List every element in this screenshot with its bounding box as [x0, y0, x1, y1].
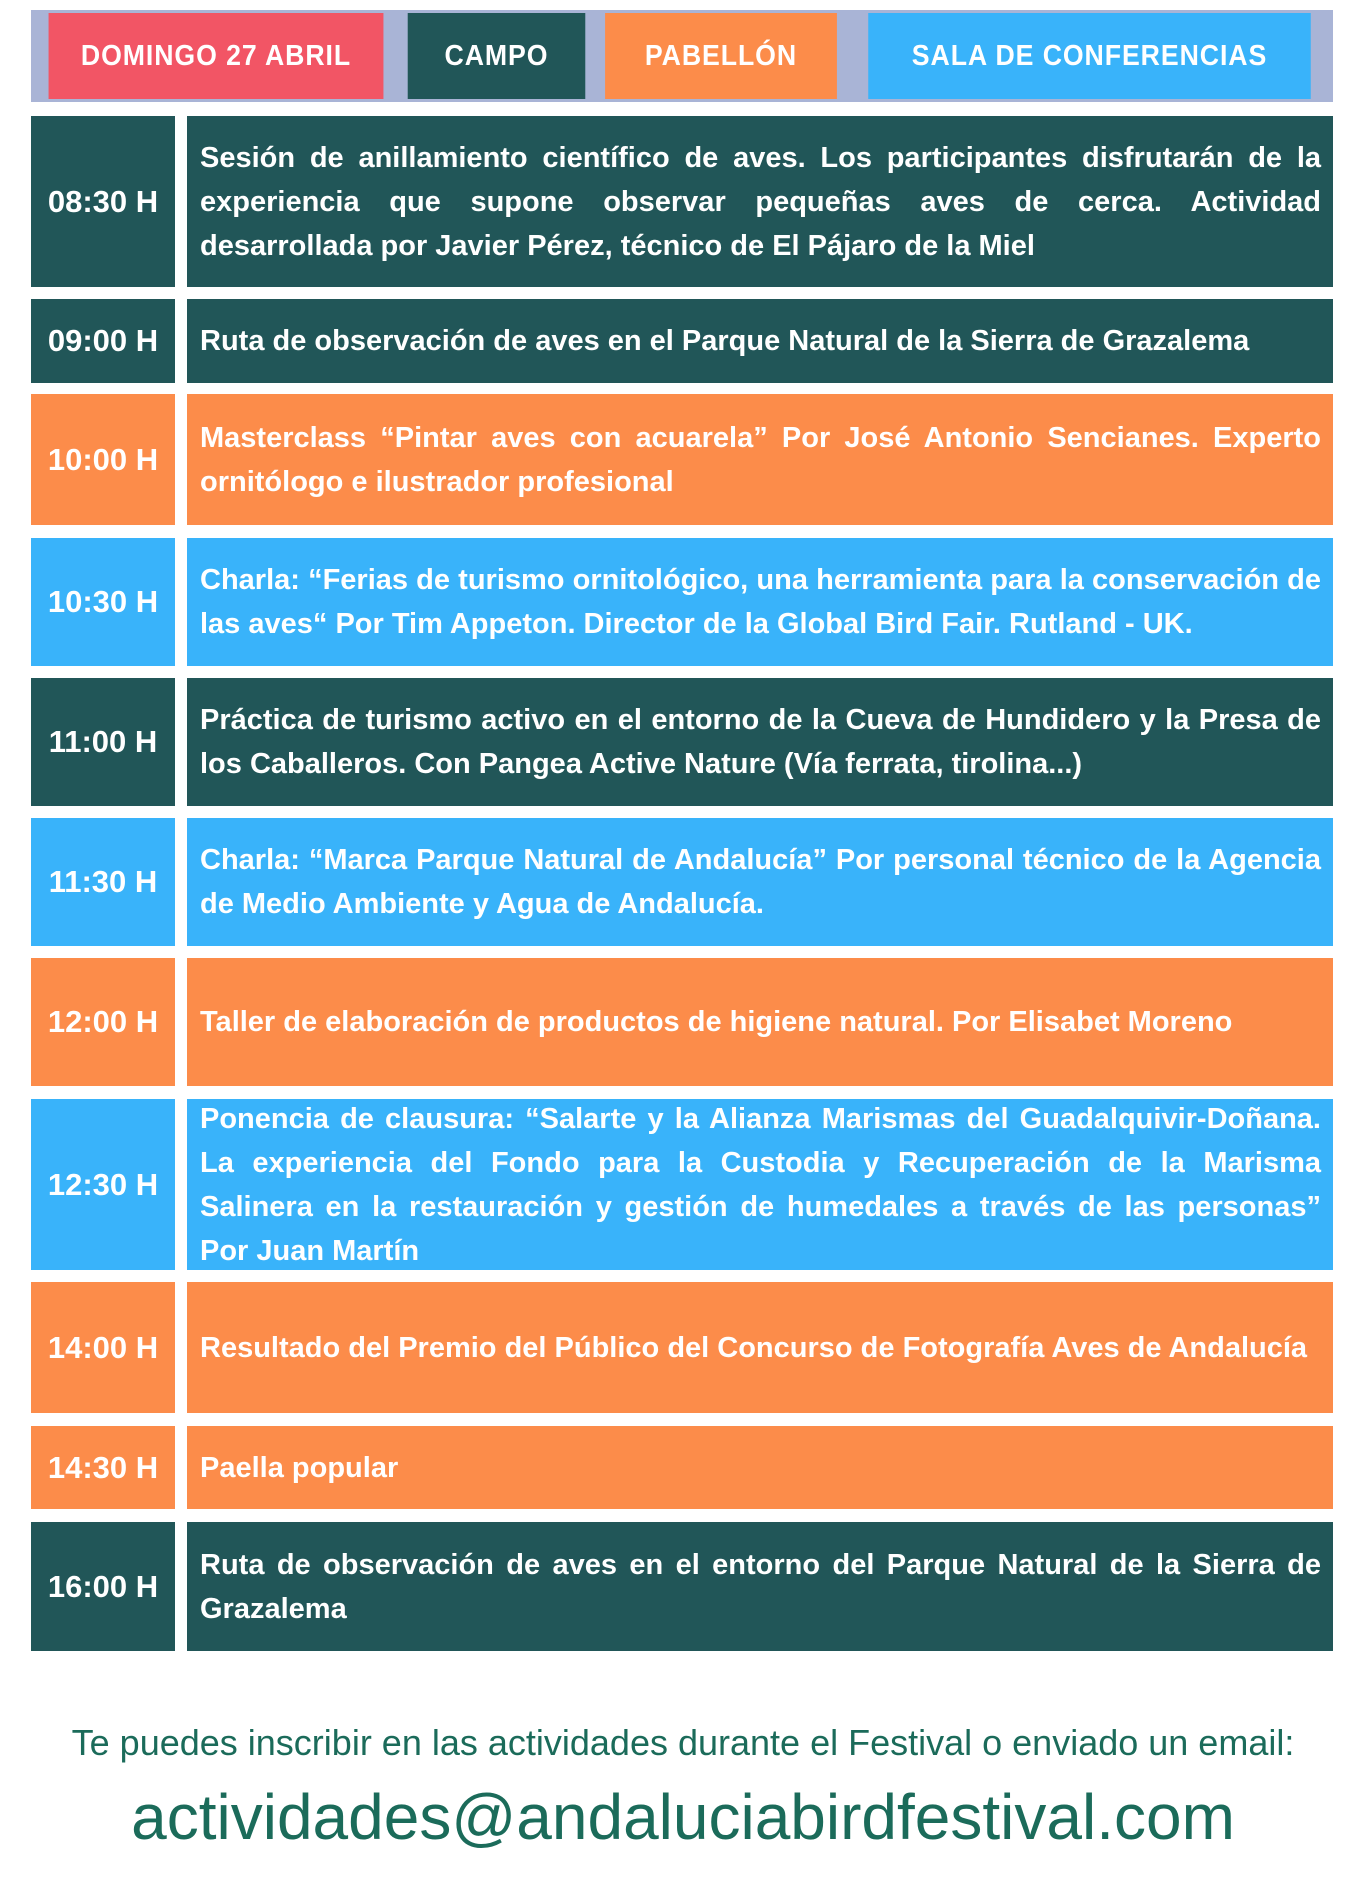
row-description-text: Charla: “Marca Parque Natural de Andalucía” Por personal técnico de la Agencia de Medio Ambiente y Agua de Andalucía.	[200, 844, 1321, 920]
schedule-row	[31, 299, 1333, 383]
row-description	[187, 116, 1333, 287]
row-description-text: Resultado del Premio del Público del Concurso de Fotografía Aves de Andalucía	[200, 1331, 1308, 1364]
row-description	[187, 678, 1333, 806]
schedule-row	[31, 678, 1333, 806]
legend-sala-label: SALA DE CONFERENCIAS	[911, 39, 1268, 72]
row-description-text: Paella popular	[200, 1451, 399, 1484]
row-time: 08:30 H	[31, 116, 175, 287]
schedule-row	[31, 818, 1333, 946]
row-time: 12:00 H	[31, 958, 175, 1086]
row-time: 09:00 H	[31, 299, 175, 383]
row-description-text: Ponencia de clausura: “Salarte y la Alianza Marismas del Guadalquivir-Doñana. La experiencia del Fondo para la Custodia y Recuperación de la Marisma Salinera en la restauración y gestión de humedales a través de las personas” Por Juan Martín	[200, 1102, 1321, 1267]
contact-email-link[interactable]: actividades@andaluciabirdfestival.com	[131, 1781, 1235, 1853]
row-description	[187, 1522, 1333, 1651]
legend-day-label: DOMINGO 27 ABRIL	[80, 39, 352, 72]
schedule-row	[31, 1522, 1333, 1651]
schedule-row	[31, 1282, 1333, 1413]
row-description-text: Masterclass “Pintar aves con acuarela” Por José Antonio Sencianes. Experto ornitólogo e ilustrador profesional	[200, 421, 1321, 498]
schedule-row	[31, 116, 1333, 287]
row-description-text: Ruta de observación de aves en el entorno del Parque Natural de la Sierra de Grazalema	[200, 1548, 1321, 1625]
row-time: 16:00 H	[31, 1522, 175, 1651]
row-time: 12:30 H	[31, 1099, 175, 1270]
row-time: 10:00 H	[31, 394, 175, 525]
row-description	[187, 1099, 1333, 1270]
schedule-row	[31, 1426, 1333, 1509]
legend-campo-label: CAMPO	[444, 39, 549, 72]
legend-pabellon-label: PABELLÓN	[644, 39, 798, 72]
schedule-row	[31, 538, 1333, 666]
row-description-text: Sesión de anillamiento científico de aves. Los participantes disfrutarán de la experiencia que supone observar pequeñas aves de cerca. Actividad desarrollada por Javier Pérez, técnico de El Pájaro de la Miel	[200, 141, 1321, 262]
footer-note: Te puedes inscribir en las actividades durante el Festival o enviado un email:	[71, 1722, 1295, 1763]
row-time: 11:30 H	[31, 818, 175, 946]
row-time: 14:30 H	[31, 1426, 175, 1509]
row-description-text: Práctica de turismo activo en el entorno de la Cueva de Hundidero y la Presa de los Caballeros. Con Pangea Active Nature (Vía ferrata, tirolina...)	[200, 704, 1321, 780]
row-description	[187, 538, 1333, 666]
row-time: 10:30 H	[31, 538, 175, 666]
row-time: 14:00 H	[31, 1282, 175, 1413]
legend-campo	[408, 13, 586, 99]
legend-pabellon	[605, 13, 837, 99]
row-description	[187, 394, 1333, 525]
row-description-text: Taller de elaboración de productos de higiene natural. Por Elisabet Moreno	[200, 1006, 1233, 1038]
venue-legend	[31, 10, 1333, 102]
row-description-text: Ruta de observación de aves en el Parque Natural de la Sierra de Grazalema	[200, 325, 1250, 357]
row-description	[187, 1426, 1333, 1509]
row-description	[187, 1282, 1333, 1413]
row-time: 11:00 H	[31, 678, 175, 806]
schedule-row	[31, 958, 1333, 1086]
row-description	[187, 299, 1333, 383]
row-description	[187, 958, 1333, 1086]
row-description	[187, 818, 1333, 946]
legend-sala	[868, 13, 1311, 99]
legend-day	[49, 13, 384, 99]
row-description-text: Charla: “Ferias de turismo ornitológico, una herramienta para la conservación de las aves“ Por Tim Appeton. Director de la Global Bird Fair. Rutland - UK.	[200, 564, 1321, 640]
schedule-row	[31, 1099, 1333, 1270]
schedule-row	[31, 394, 1333, 525]
